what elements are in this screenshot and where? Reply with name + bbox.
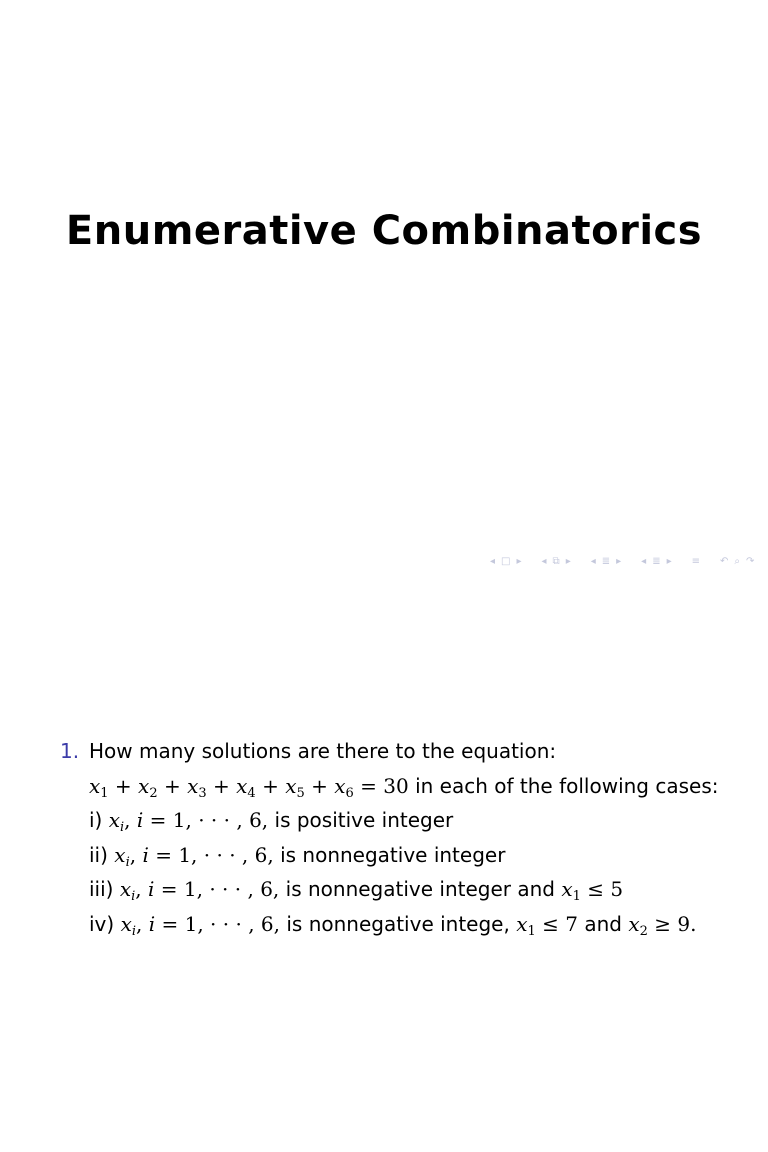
nav-appendix-icon[interactable]: ≡ (691, 556, 701, 567)
case-iv: iv) $x_i$, i = 1, · · · , 6, is nonnegative intege, $x_1 \le 7$ and $x_2 \ge 9$. (89, 911, 697, 939)
case-ii: ii) $x_i$, i = 1, · · · , 6, is nonnegative integer (89, 842, 506, 870)
problem-equation: $x_1 + x_2 + x_3 + x_4 + x_5 + x_6 = 30$ in each of the following cases: (89, 773, 719, 801)
nav-prev-frame-icon[interactable]: ◂ (490, 556, 496, 567)
problem-slide (0, 576, 768, 1152)
nav-back-icon[interactable]: ↶ (720, 556, 729, 567)
nav-subsection-icon[interactable]: ⧉ (552, 556, 560, 567)
problem-intro: How many solutions are there to the equation: (89, 739, 557, 763)
nav-next-subsection-icon[interactable]: ▸ (565, 556, 571, 567)
nav-part-icon[interactable]: ≣ (652, 556, 661, 567)
nav-forward-icon[interactable]: ↷ (746, 556, 755, 567)
nav-section-icon[interactable]: ≣ (601, 556, 611, 567)
case-iii: iii) $x_i$, i = 1, · · · , 6, is nonnegative integer and $x_1 \le 5$ (89, 877, 624, 904)
slide-title: Enumerative Combinatorics (65, 208, 703, 254)
beamer-navigation-bar (490, 556, 754, 568)
nav-prev-subsection-icon[interactable]: ◂ (541, 556, 547, 567)
nav-search-icon[interactable]: ⌕ (734, 556, 741, 567)
case-i: i) $x_i$, i = 1, · · · , 6, is positive integer (89, 808, 454, 835)
nav-frame-icon[interactable]: □ (501, 556, 511, 567)
equation-tail: in each of the following cases: (415, 773, 719, 798)
nav-next-part-icon[interactable]: ▸ (666, 556, 672, 567)
nav-next-frame-icon[interactable]: ▸ (516, 556, 522, 567)
enumeration-number: 1. (60, 739, 80, 763)
nav-next-section-icon[interactable]: ▸ (616, 556, 622, 567)
nav-prev-section-icon[interactable]: ◂ (590, 556, 596, 567)
nav-prev-part-icon[interactable]: ◂ (641, 556, 647, 567)
